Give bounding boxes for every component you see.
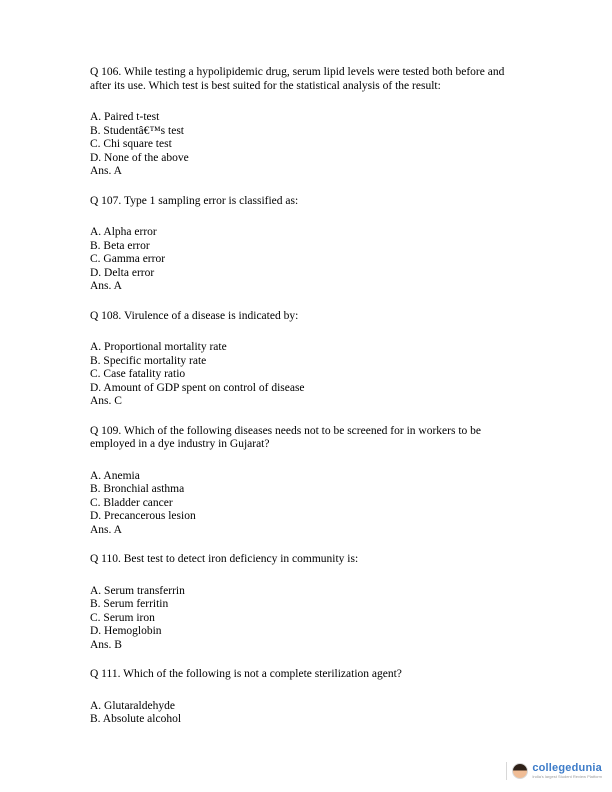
- collegedunia-mascot-icon: [512, 763, 528, 779]
- option-line: B. Bronchial asthma: [90, 483, 185, 495]
- answer-line: Ans. B: [90, 638, 122, 651]
- footer-logo: [506, 762, 602, 780]
- options-list: [90, 470, 512, 538]
- option-line: D. Delta error: [90, 266, 155, 279]
- option-line: A. Anemia: [90, 469, 140, 482]
- footer-divider: [506, 762, 507, 780]
- options-list: [90, 111, 512, 179]
- question-text: Q 111. Which of the following is not a complete sterilization agent?: [90, 668, 402, 680]
- option-line: D. Hemoglobin: [90, 625, 162, 637]
- option-line: B. Specific mortality rate: [90, 354, 207, 367]
- option-line: D. Amount of GDP spent on control of disease: [90, 381, 305, 394]
- option-line: A. Paired t-test: [90, 111, 160, 123]
- options-list: [90, 226, 512, 294]
- option-line: B. Studentâ€™s test: [90, 124, 185, 137]
- brand-block: [532, 763, 602, 779]
- option-line: C. Serum iron: [90, 611, 155, 624]
- brand-tagline: India's largest Student Review Platform: [532, 773, 602, 779]
- option-line: A. Serum transferrin: [90, 584, 185, 597]
- brand-text: collegedunia: [532, 762, 602, 775]
- option-line: C. Gamma error: [90, 253, 166, 265]
- answer-line: Ans. C: [90, 395, 122, 407]
- question-text: Q 107. Type 1 sampling error is classified as:: [90, 194, 299, 207]
- option-line: A. Glutaraldehyde: [90, 699, 175, 712]
- question-block: [90, 668, 512, 727]
- question-block: [90, 553, 512, 652]
- option-line: C. Case fatality ratio: [90, 368, 186, 380]
- answer-line: Ans. A: [90, 523, 122, 536]
- question-text: Q 110. Best test to detect iron deficiency in community is:: [90, 553, 359, 565]
- option-line: A. Alpha error: [90, 226, 157, 238]
- question-text: Q 109. Which of the following diseases needs not to be screened for in workers to be employed in a dye industry in Gujarat?: [90, 424, 482, 450]
- option-line: D. Precancerous lesion: [90, 510, 196, 522]
- option-line: C. Chi square test: [90, 138, 172, 150]
- options-list: [90, 700, 512, 727]
- answer-line: Ans. A: [90, 165, 122, 177]
- option-line: A. Proportional mortality rate: [90, 341, 227, 353]
- option-line: B. Absolute alcohol: [90, 713, 182, 725]
- question-text: Q 108. Virulence of a disease is indicated by:: [90, 309, 299, 322]
- question-block: [90, 66, 512, 179]
- question-block: [90, 310, 512, 409]
- question-block: [90, 195, 512, 294]
- answer-line: Ans. A: [90, 280, 122, 292]
- option-line: C. Bladder cancer: [90, 496, 173, 509]
- option-line: B. Serum ferritin: [90, 598, 169, 610]
- option-line: D. None of the above: [90, 151, 189, 164]
- question-block: [90, 425, 512, 538]
- questions-content: [90, 66, 512, 743]
- option-line: B. Beta error: [90, 239, 150, 252]
- question-text: Q 106. While testing a hypolipidemic drug, serum lipid levels were tested both before and after its use. Which test is best suited for the statistical analysis of the result:: [90, 66, 505, 92]
- options-list: [90, 341, 512, 409]
- options-list: [90, 585, 512, 653]
